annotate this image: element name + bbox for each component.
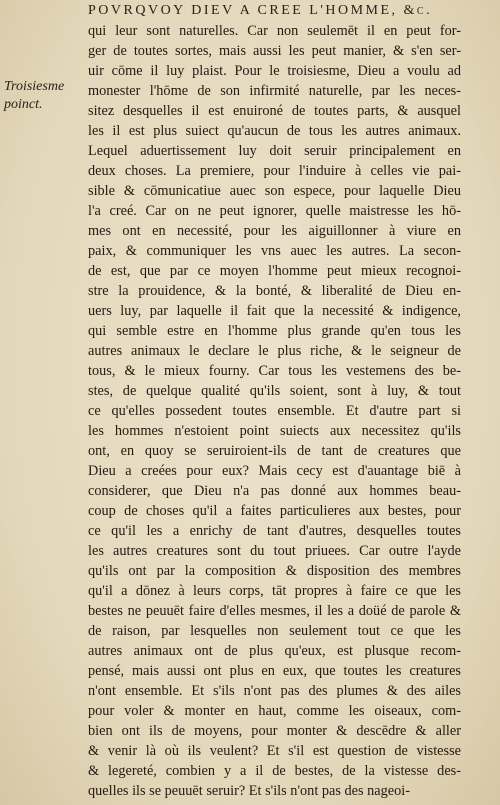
text-line: deux choses. La premiere, pour l'induire à celles vie pai- (88, 163, 461, 179)
text-line: uers luy, par laquelle il fait que la necessité & indigence, (88, 303, 461, 319)
running-head: POVRQVOY DIEV A CREE L'HOMME, &c. (88, 3, 433, 18)
text-line: n'ont ensemble. Et s'ils n'ont pas des plumes & des ailes (88, 683, 461, 699)
text-line: & venir là où ils veulent? Et s'il est question de vistesse (88, 743, 461, 759)
text-line: les autres creatures sont du tout priuees. Car outre l'ayde (88, 543, 461, 559)
margin-note-line: Troisiesme (4, 79, 65, 94)
text-line: monester l'hōme de son infirmité naturelle, par les neces- (88, 83, 461, 99)
text-line: considerer, que Dieu n'a pas donné aux hommes beau- (88, 483, 461, 499)
text-line: & legereté, combien y a il de bestes, de la vistesse des- (88, 763, 461, 779)
text-line: bien ont ils de moyens, pour monter & descēdre & aller (88, 723, 461, 739)
text-line: de est, que par ce moyen l'homme peut mieux recognoi- (88, 263, 461, 279)
text-line: l'a creé. Car on ne peut ignorer, quelle maistresse les hō- (88, 203, 461, 219)
text-line: les hommes n'estoient point suiects aux necessitez qu'ils (88, 423, 461, 439)
text-line: pour voler & monter en haut, comme les oiseaux, com- (88, 703, 461, 719)
text-line: quelles ils se peuuēt seruir? Et s'ils n'ont pas des nageoi- (88, 783, 410, 799)
text-line: ce qu'elles possedent toutes ensemble. Et d'autre part si (88, 403, 461, 419)
text-line: qu'ils ont par la composition & disposition des membres (88, 563, 461, 579)
text-line: qui semble estre en l'homme plus grande qu'en tous les (88, 323, 461, 339)
body-text (88, 21, 461, 801)
text-line: sitez desquelles il est enuironé de toutes parts, & ausquel (88, 103, 461, 119)
text-line: Dieu a creées pour eux? Mais cecy est d'auantage biē à (88, 463, 461, 479)
text-line: bestes ne peuuēt faire d'elles mesmes, il les a doüé de parole & (88, 603, 461, 619)
text-line: ce qu'il les a enrichy de tant d'autres, desquelles toutes (88, 523, 461, 539)
margin-note (4, 78, 76, 114)
text-line: stre la prouidence, & la bonté, & liberalité de Dieu en- (88, 283, 461, 299)
text-line: mes ont en necessité, pour les aiguillonner à viure en (88, 223, 461, 239)
text-line: sible & cōmunicatiue auec son espece, pour laquelle Dieu (88, 183, 461, 199)
text-line: coup de choses qu'il a faites particulieres aux bestes, pour (88, 503, 461, 519)
text-line: pensé, mais aussi ont plus en eux, que toutes les creatures (88, 663, 461, 679)
text-line: qu'il a dōnez à leurs corps, tāt propres à faire ce que les (88, 583, 461, 599)
text-line: paix, & communiquer les vns auec les autres. La secon- (88, 243, 461, 259)
text-line: Lequel aduertissement luy doit seruir principalement en (88, 143, 461, 159)
text-line: les il est plus suiect qu'aucun de tous les autres animaux. (88, 123, 461, 139)
text-line: tous, & le mieux fourny. Car tous les vestemens des be- (88, 363, 461, 379)
text-line: uir cōme il luy plaist. Pour le troisiesme, Dieu a voulu ad (88, 63, 461, 79)
text-line: qui leur sont naturelles. Car non seulemēt il en peut for- (88, 23, 461, 39)
text-line: autres animaux le declare le plus riche, & le seigneur de (88, 343, 461, 359)
margin-note-line: poinct. (4, 97, 43, 112)
text-line: autres animaux ont de plus qu'eux, est plusque recom- (88, 643, 461, 659)
text-line: de raison, par lesquelles non seulement tout ce que les (88, 623, 461, 639)
text-line: ger de toutes sortes, mais aussi les peut manier, & s'en ser- (88, 43, 461, 59)
text-line: ont, en quoy se seruiroient-ils de tant de creatures que (88, 443, 461, 459)
text-line: stes, de quelque qualité qu'ils soient, sont à luy, & tout (88, 383, 461, 399)
